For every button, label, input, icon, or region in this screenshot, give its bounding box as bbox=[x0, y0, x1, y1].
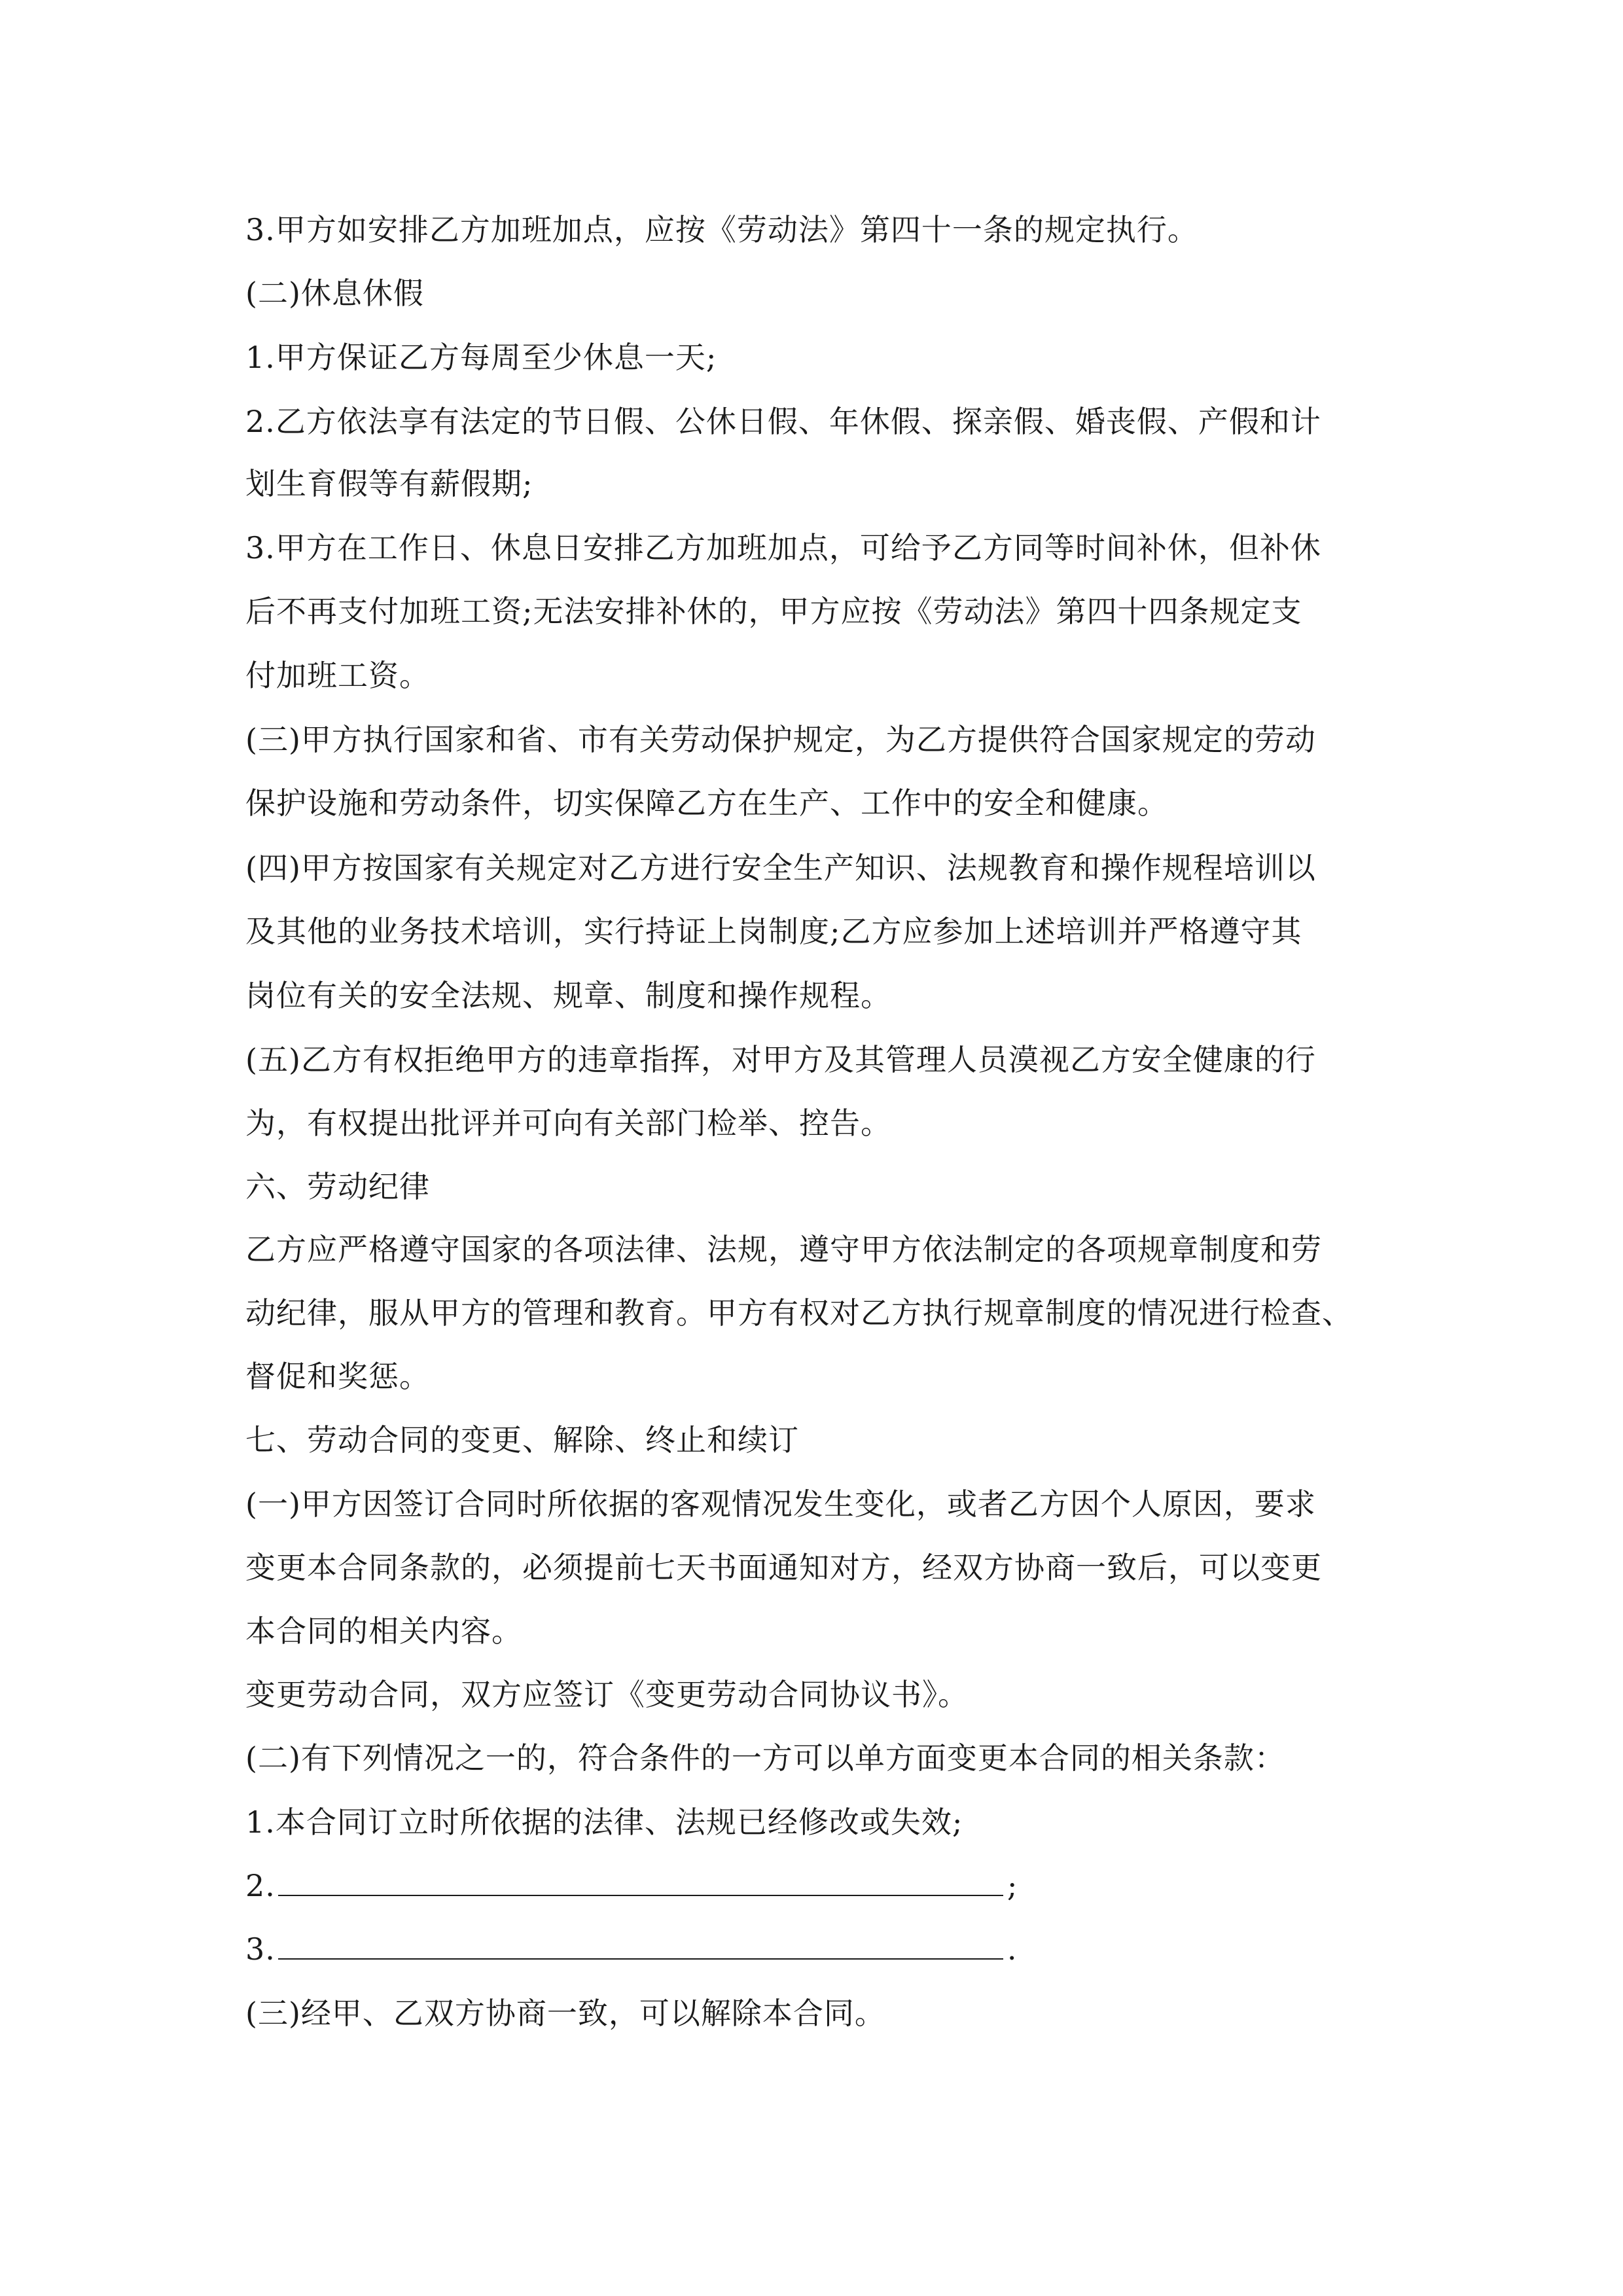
text-line: (三)甲方执行国家和省、市有关劳动保护规定，为乙方提供符合国家规定的劳动 bbox=[245, 722, 1316, 757]
text-line: 保护设施和劳动条件，切实保障乙方在生产、工作中的安全和健康。 bbox=[245, 785, 1168, 821]
text-line: 3.甲方在工作日、休息日安排乙方加班加点，可给予乙方同等时间补休，但补休 bbox=[245, 530, 1321, 565]
text-line: 3.甲方如安排乙方加班加点，应按《劳动法》第四十一条的规定执行。 bbox=[245, 212, 1198, 247]
text-line: 2.乙方依法享有法定的节日假、公休日假、年休假、探亲假、婚丧假、产假和计 bbox=[245, 404, 1321, 439]
section-heading: (二)休息休假 bbox=[245, 276, 424, 311]
blank-item-suffix: . bbox=[1007, 1931, 1018, 1967]
blank-item-prefix: 2. bbox=[245, 1868, 276, 1903]
text-line: 1.本合同订立时所依据的法律、法规已经修改或失效; bbox=[245, 1804, 963, 1840]
text-line: 变更本合同条款的，必须提前七天书面通知对方，经双方协商一致后，可以变更 bbox=[245, 1550, 1322, 1585]
text-line: 付加班工资。 bbox=[245, 658, 430, 693]
text-line: (四)甲方按国家有关规定对乙方进行安全生产知识、法规教育和操作规程培训以 bbox=[245, 850, 1316, 886]
text-line: 督促和奖惩。 bbox=[245, 1359, 430, 1394]
fill-in-blank bbox=[278, 1869, 1003, 1896]
text-line: (三)经甲、乙双方协商一致，可以解除本合同。 bbox=[245, 1996, 885, 2031]
text-line: 为，有权提出批评并可向有关部门检举、控告。 bbox=[245, 1105, 891, 1141]
text-line: 岗位有关的安全法规、规章、制度和操作规程。 bbox=[245, 978, 891, 1013]
text-line: 变更劳动合同，双方应签订《变更劳动合同协议书》。 bbox=[245, 1677, 969, 1712]
text-line: 及其他的业务技术培训，实行持证上岗制度;乙方应参加上述培训并严格遵守其 bbox=[245, 914, 1302, 949]
blank-item-3 bbox=[245, 1929, 1018, 1969]
blank-item-suffix: ; bbox=[1007, 1868, 1018, 1903]
text-line: 动纪律，服从甲方的管理和教育。甲方有权对乙方执行规章制度的情况进行检查、 bbox=[245, 1295, 1353, 1331]
blank-item-prefix: 3. bbox=[245, 1931, 276, 1967]
text-line: 乙方应严格遵守国家的各项法律、法规，遵守甲方依法制定的各项规章制度和劳 bbox=[245, 1232, 1322, 1267]
text-line: (五)乙方有权拒绝甲方的违章指挥，对甲方及其管理人员漠视乙方安全健康的行 bbox=[245, 1042, 1316, 1077]
text-line: 后不再支付加班工资;无法安排补休的，甲方应按《劳动法》第四十四条规定支 bbox=[245, 594, 1302, 629]
text-line: 本合同的相关内容。 bbox=[245, 1613, 522, 1649]
blank-item-2 bbox=[245, 1866, 1018, 1905]
fill-in-blank bbox=[278, 1932, 1003, 1960]
text-line: 1.甲方保证乙方每周至少休息一天; bbox=[245, 340, 717, 375]
section-heading: 六、劳动纪律 bbox=[245, 1169, 430, 1204]
text-line: (二)有下列情况之一的，符合条件的一方可以单方面变更本合同的相关条款： bbox=[245, 1740, 1285, 1776]
section-heading: 七、劳动合同的变更、解除、终止和续订 bbox=[245, 1422, 799, 1458]
text-line: (一)甲方因签订合同时所依据的客观情况发生变化，或者乙方因个人原因，要求 bbox=[245, 1486, 1316, 1522]
text-line: 划生育假等有薪假期; bbox=[245, 466, 533, 501]
